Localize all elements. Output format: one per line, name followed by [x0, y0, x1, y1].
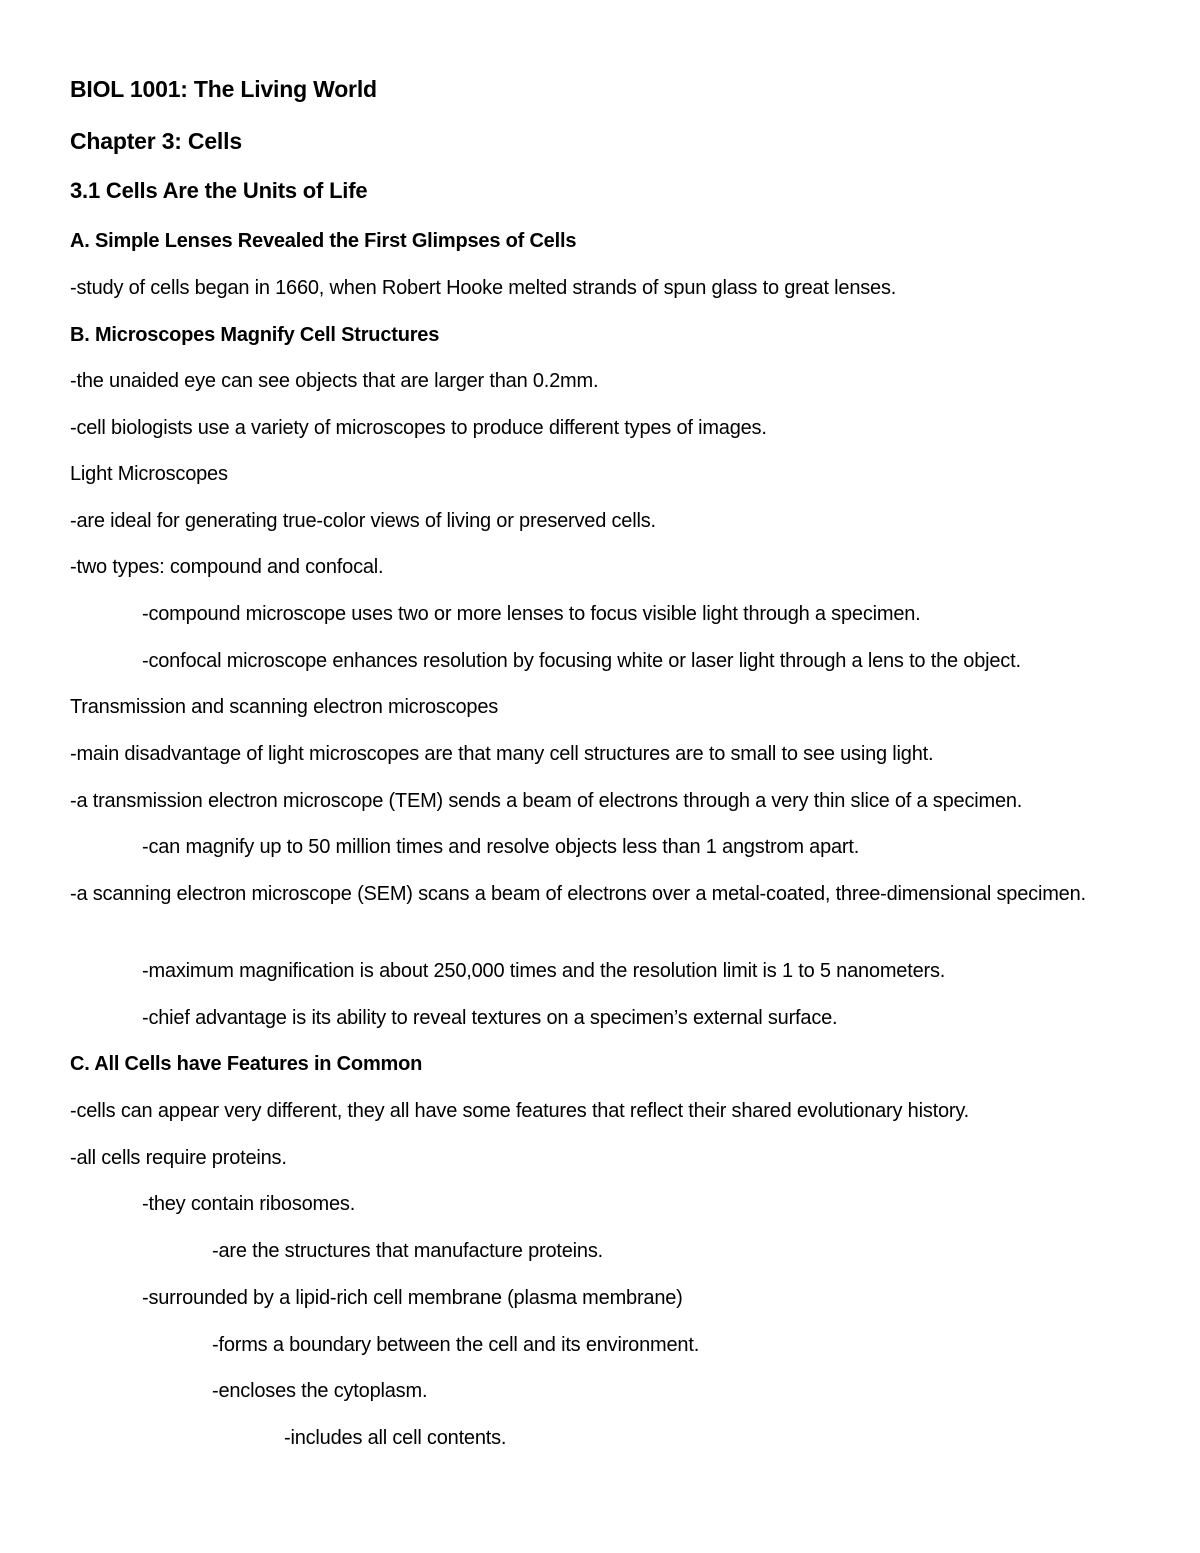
indented-line: -forms a boundary between the cell and its environment.: [212, 1334, 700, 1356]
paragraph-line: -cell biologists use a variety of microscopes to produce different types of images.: [70, 417, 767, 439]
subsection-c-heading: C. All Cells have Features in Common: [70, 1053, 423, 1075]
indented-line: -can magnify up to 50 million times and resolve objects less than 1 angstrom apart.: [142, 836, 860, 858]
chapter-title: Chapter 3: Cells: [70, 128, 242, 154]
indented-line: -confocal microscope enhances resolution by focusing white or laser light through a lens to the object.: [142, 650, 1021, 672]
light-microscopes-label: Light Microscopes: [70, 463, 228, 485]
paragraph-line: -study of cells began in 1660, when Robert Hooke melted strands of spun glass to great lenses.: [70, 277, 897, 299]
paragraph-line: -cells can appear very different, they all have some features that reflect their shared evolutionary history.: [70, 1100, 970, 1122]
indented-line: -surrounded by a lipid-rich cell membrane (plasma membrane): [142, 1287, 683, 1309]
course-title: BIOL 1001: The Living World: [70, 76, 377, 102]
paragraph-line: -are ideal for generating true-color views of living or preserved cells.: [70, 510, 656, 532]
section-title: 3.1 Cells Are the Units of Life: [70, 178, 368, 203]
indented-line: -chief advantage is its ability to reveal textures on a specimen’s external surface.: [142, 1007, 838, 1029]
paragraph-line: -all cells require proteins.: [70, 1147, 287, 1169]
wrapped-paragraph-line: -a scanning electron microscope (SEM) scans a beam of electrons over a metal-coated, three-dimensional specimen.: [70, 883, 1086, 905]
electron-microscopes-label: Transmission and scanning electron microscopes: [70, 696, 499, 718]
indented-line: -they contain ribosomes.: [142, 1193, 356, 1215]
paragraph-line: -the unaided eye can see objects that are larger than 0.2mm.: [70, 370, 599, 392]
paragraph-line: -two types: compound and confocal.: [70, 556, 384, 578]
paragraph-line: -a transmission electron microscope (TEM) sends a beam of electrons through a very thin slice of a specimen.: [70, 790, 1023, 812]
indented-line: -encloses the cytoplasm.: [212, 1380, 428, 1402]
subsection-a-heading: A. Simple Lenses Revealed the First Glimpses of Cells: [70, 230, 577, 252]
indented-line: -includes all cell contents.: [284, 1427, 507, 1449]
indented-line: -compound microscope uses two or more lenses to focus visible light through a specimen.: [142, 603, 921, 625]
subsection-b-heading: B. Microscopes Magnify Cell Structures: [70, 324, 440, 346]
indented-line: -are the structures that manufacture proteins.: [212, 1240, 603, 1262]
indented-line: -maximum magnification is about 250,000 times and the resolution limit is 1 to 5 nanometers.: [142, 960, 946, 982]
paragraph-line: -main disadvantage of light microscopes are that many cell structures are to small to see using light.: [70, 743, 934, 765]
